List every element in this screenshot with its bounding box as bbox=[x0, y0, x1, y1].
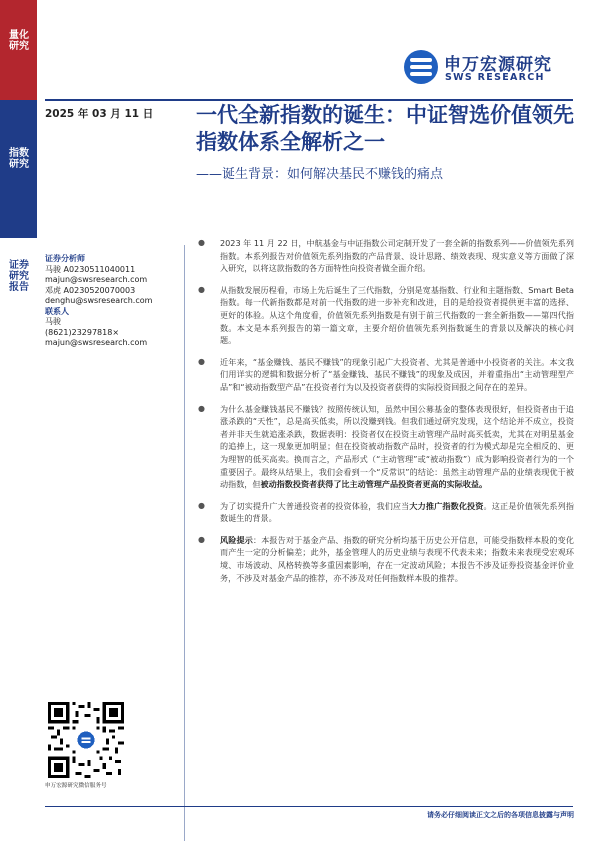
tab-securities-report-label: 证券研究报告 bbox=[9, 260, 29, 293]
analyst-heading: 证券分析师 bbox=[45, 254, 85, 263]
bullet-bold-text: 被动指数投资者获得了比主动管理产品投资者更高的实际收益。 bbox=[260, 479, 488, 490]
tab-index-research bbox=[0, 100, 37, 238]
bullet-text: 为了切实提升广大普通投资者的投资体验，我们应当 bbox=[220, 500, 410, 511]
tab-index-research-label: 指数研究 bbox=[9, 148, 29, 170]
tab-securities-report bbox=[0, 238, 37, 841]
wechat-qr-code[interactable] bbox=[48, 702, 124, 778]
bullet-text: 为什么基金赚钱基民不赚钱？按照传统认知，虽然中国公募基金的整体表现很好，但投资者由于追涨杀跌的“天性”，总是高买低卖，所以没赚到钱。但我们通过研究发现，这个结论并不成立，投资者并非天生就追涨杀跌，数据表明：投资者仅在投资主动管理产品时高买低卖，尤其在对明星基金的追捧上，这一现象更加明显；但在投资被动指数产品时，投资者的行为模式却是完全相反的、更为理智的低买高卖。换而言之，产品形式（“主动管理”或“被动指数”）成为影响投资者行为的一个重要因子。最终从结果上，我们会看到一个“反常识”的结论：虽然主动管理产品的业绩表现优于被动指数，但 bbox=[220, 403, 574, 490]
risk-warning-text: ：本报告对于基金产品、指数的研究分析均基于历史公开信息，可能受指数样本股的变化而产生一定的分析偏差；此外，基金管理人的历史业绩与表现不代表未来；指数未来表现受宏观环境、市场波动、风格转换等多重因素影响，存在一定波动风险；本报告不涉及证券投资基金评价业务，不涉及对基金产品的推荐，亦不涉及对任何指数样本股的推荐。 bbox=[220, 534, 574, 583]
summary-bullet bbox=[196, 356, 574, 394]
risk-warning-label: 风险提示 bbox=[220, 534, 253, 545]
bullet-dot-icon: ● bbox=[198, 534, 205, 544]
bullet-text-tail: 。这正是价值领先系列指数诞生的背景。 bbox=[220, 500, 574, 524]
summary-bullet bbox=[196, 237, 574, 275]
report-date: 2025 年 03 月 11 日 bbox=[45, 108, 154, 120]
qr-caption: 申万宏源研究微信服务号 bbox=[45, 783, 107, 789]
tab-quant-research-label: 量化研究 bbox=[9, 30, 29, 52]
risk-warning-bullet bbox=[196, 534, 574, 584]
analyst-line: 马骏 A0230511040011 bbox=[45, 264, 136, 274]
summary-bullets bbox=[196, 237, 574, 593]
summary-bullet bbox=[196, 500, 574, 525]
brand-name-en: SWS RESEARCH bbox=[445, 72, 545, 83]
bullet-text: 近年来，“基金赚钱、基民不赚钱”的现象引起广大投资者、尤其是普通中小投资者的关注。本文我们用详实的逻辑和数据分析了“基金赚钱、基民不赚钱”的现象及成因，并着重指出“主动管理型产品”和“被动指数型产品”在投资者行为以及投资者获得的实际投资回报之间存在的差异。 bbox=[220, 356, 574, 392]
header-divider bbox=[45, 99, 573, 101]
contact-heading: 联系人 bbox=[45, 306, 69, 316]
analyst-line: 邓虎 A0230520070003 bbox=[45, 285, 136, 295]
analyst-info bbox=[45, 254, 180, 349]
sidebar-divider bbox=[184, 245, 185, 841]
analyst-line[interactable]: majun@swsresearch.com bbox=[45, 275, 148, 284]
qr-code-icon bbox=[48, 702, 124, 778]
contact-line[interactable]: majun@swsresearch.com bbox=[45, 338, 148, 347]
contact-line: (8621)23297818× bbox=[45, 327, 120, 337]
bullet-dot-icon: ● bbox=[198, 403, 205, 413]
report-subtitle: ——诞生背景：如何解决基民不赚钱的痛点 bbox=[196, 167, 444, 182]
contact-line: 马骏 bbox=[45, 317, 61, 326]
bullet-dot-icon: ● bbox=[198, 238, 205, 247]
bullet-dot-icon: ● bbox=[198, 284, 205, 294]
bullet-dot-icon: ● bbox=[198, 356, 205, 366]
footer-divider bbox=[45, 806, 573, 807]
left-tab-bar bbox=[0, 0, 37, 841]
summary-bullet bbox=[196, 284, 574, 347]
bullet-text: 2023 年 11 月 22 日，中航基金与中证指数公司定制开发了一套全新的指数系列——价值领先系列指数。本系列报告对价值领先系列指数的产品背景、设计思路、绩效表现、现实意义等方面做了深入研究，以将这款指数的各方面特性向投资者做全面介绍。 bbox=[220, 238, 574, 274]
brand-logo-icon bbox=[404, 50, 438, 84]
report-title: 一代全新指数的诞生：中证智选价值领先指数体系全解析之一 bbox=[196, 103, 574, 154]
disclaimer-footer: 请务必仔细阅读正文之后的各项信息披露与声明 bbox=[427, 811, 574, 819]
summary-bullet bbox=[196, 403, 574, 491]
brand-name-cn: 申万宏源研究 bbox=[444, 55, 552, 75]
bullet-dot-icon: ● bbox=[198, 500, 205, 510]
tab-quant-research bbox=[0, 0, 37, 100]
bullet-bold-text: 大力推广指数化投资 bbox=[409, 500, 484, 511]
brand-logo bbox=[404, 50, 564, 86]
bullet-text: 从指数发展历程看，市场上先后诞生了三代指数，分别是宽基指数、行业和主题指数、Smart Beta 指数。每一代新指数都是对前一代指数的进一步补充和改进，目的是给投资者提供更丰富的选择、更好的体验。从这个角度看，价值领先系列指数是有别于前三代指数的一套全新指数——第四代指数。本文是本系列报告的第一篇文章，主要介绍价值领先系列指数诞生的背景以及解决的核心问题。 bbox=[220, 284, 574, 346]
analyst-line[interactable]: denghu@swsresearch.com bbox=[45, 296, 153, 305]
